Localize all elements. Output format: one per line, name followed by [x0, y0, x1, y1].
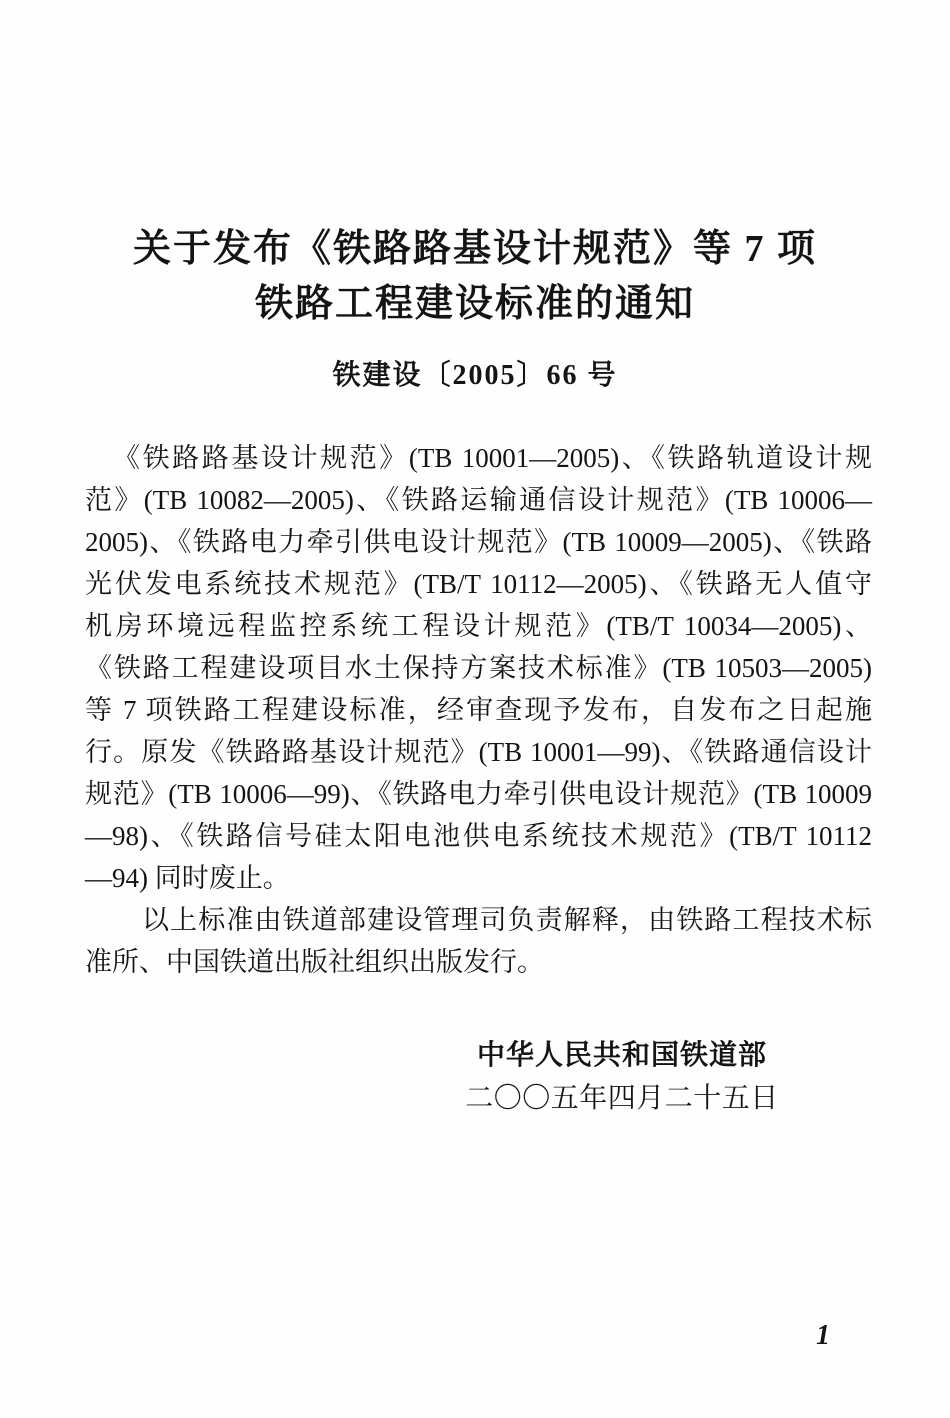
body-line: 范》(TB 10082—2005)、《铁路运输通信设计规范》(TB 10006— [85, 485, 872, 515]
signature-date: 二〇〇五年四月二十五日 [465, 1083, 779, 1114]
document-body [85, 437, 872, 983]
body-line: 2005)、《铁路电力牵引供电设计规范》(TB 10009—2005)、《铁路 [85, 527, 872, 557]
title-line-1: 关于发布《铁路路基设计规范》等 7 项 [132, 228, 817, 270]
body-line: 《铁路工程建设项目水土保持方案技术标准》(TB 10503—2005) [85, 653, 872, 683]
body-line: 行。原发《铁路路基设计规范》(TB 10001—99)、《铁路通信设计 [85, 737, 872, 767]
signature-issuer: 中华人民共和国铁道部 [476, 1039, 767, 1070]
body-line: 规范》(TB 10006—99)、《铁路电力牵引供电设计规范》(TB 10009 [85, 779, 872, 809]
body-line: 《铁路路基设计规范》(TB 10001—2005)、《铁路轨道设计规 [113, 443, 872, 473]
body-line: 准所、中国铁道出版社组织出版发行。 [85, 947, 544, 977]
body-line: 光伏发电系统技术规范》(TB/T 10112—2005)、《铁路无人值守 [85, 569, 872, 599]
title-line-2: 铁路工程建设标准的通知 [254, 283, 695, 325]
page-number: 1 [816, 1320, 830, 1351]
body-line: —94) 同时废止。 [85, 863, 290, 893]
body-line: 等 7 项铁路工程建设标准，经审查现予发布，自发布之日起施 [85, 695, 872, 725]
body-line: —98)、《铁路信号硅太阳电池供电系统技术规范》(TB/T 10112 [85, 821, 872, 851]
document-title [0, 222, 950, 332]
document-number: 铁建设〔2005〕66 号 [332, 360, 618, 391]
body-line: 机房环境远程监控系统工程设计规范》(TB/T 10034—2005)、 [85, 611, 872, 641]
body-line: 以上标准由铁道部建设管理司负责解释，由铁路工程技术标 [142, 905, 872, 935]
signature-block [297, 1033, 947, 1121]
